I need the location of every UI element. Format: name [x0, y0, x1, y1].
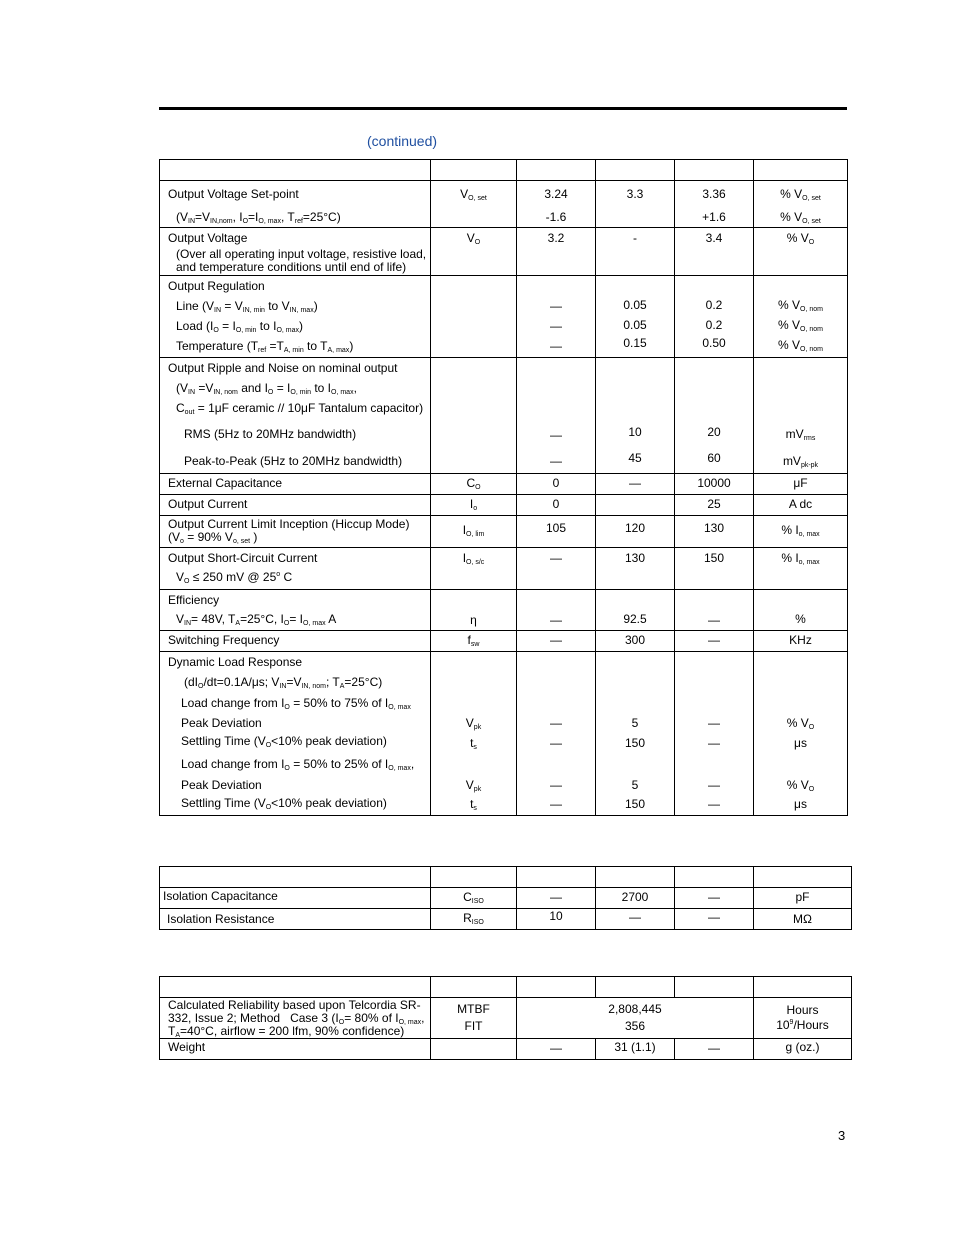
max-value: — — [708, 890, 720, 904]
switching-label: Switching Frequency — [168, 633, 280, 647]
typ-value: 31 (1.1) — [614, 1040, 656, 1054]
table-row — [160, 998, 852, 1039]
condition-text: (Over all operating input voltage, resistive load, — [176, 247, 427, 261]
table-row — [160, 474, 848, 495]
unit: $mV_{rms}$ — [785, 427, 816, 442]
max-value: 20 — [707, 425, 721, 439]
isolation-specifications-table — [159, 866, 852, 930]
typ-value: 0.05 — [623, 298, 647, 312]
table-header-row — [160, 160, 848, 181]
max-value: 3.4 — [705, 231, 723, 245]
reliability-label: 332, Issue 2; Method Case 3 ($I_O= 80\%$ of $I_{O, max}$, — [168, 1011, 425, 1026]
unit: % $V_{O, nom}$ — [778, 298, 823, 313]
min-value: — — [550, 613, 562, 627]
max-value: 0.50 — [702, 336, 726, 350]
min-value: — — [550, 1041, 562, 1055]
unit: Hours — [786, 1003, 819, 1017]
symbol: $I_o$ — [469, 497, 478, 512]
peak-to-peak-label: Peak-to-Peak (5Hz to 20MHz bandwidth) — [184, 454, 403, 468]
typ-value: 5 — [631, 778, 639, 792]
table-row — [160, 276, 848, 358]
max-value: 150 — [703, 551, 725, 565]
settling-time-label: Settling Time ($V_O<10\%$ peak deviation) — [181, 734, 387, 749]
table-row — [160, 516, 848, 548]
page-number: 3 — [838, 1128, 846, 1143]
symbol: $V_O$ — [466, 231, 481, 246]
unit: $mV_{pk-pk}$ — [782, 454, 819, 469]
continued-label: (continued) — [367, 133, 438, 149]
table-row — [160, 888, 852, 909]
reliability-label: $T_A=40^\circ C$, airflow = 200 lfm, 90% confidence) — [168, 1024, 405, 1039]
typ-value: 92.5 — [623, 612, 647, 626]
table-row — [160, 358, 848, 474]
condition-text: $C_{out} = 1\mu F$ ceramic // 10μF Tantalum capacitor) — [176, 401, 424, 416]
rms-label: RMS (5Hz to 20MHz bandwidth) — [184, 427, 357, 441]
dynamic-load-label: Dynamic Load Response — [168, 655, 303, 669]
unit: % $V_{O, nom}$ — [778, 338, 823, 353]
efficiency-label: Efficiency — [168, 593, 220, 607]
temp-regulation-label: Temperature ($T_{ref} =T_{A, min}$ to $T_{A, max}$) — [176, 339, 354, 354]
load-regulation-label: Load ($I_O = I_{O, min}$ to $I_{O, max}$) — [176, 319, 304, 334]
max-value: — — [708, 613, 720, 627]
weight-label: Weight — [168, 1040, 206, 1054]
unit: % $V_{O, set}$ — [780, 210, 821, 225]
max-value: +1.6 — [702, 210, 726, 224]
unit: % $V_O$ — [786, 778, 815, 793]
typ-value: 130 — [624, 551, 646, 565]
symbol: η — [470, 613, 477, 627]
unit: g (oz.) — [785, 1040, 820, 1054]
min-value: — — [550, 797, 562, 811]
min-value: — — [550, 890, 562, 904]
min-value: -1.6 — [545, 210, 567, 224]
symbol: $I_{O, lim}$ — [462, 523, 485, 538]
unit: MΩ — [793, 912, 812, 926]
typ-value: 150 — [624, 797, 646, 811]
typ-value: 0.15 — [623, 336, 647, 350]
unit: % — [795, 612, 806, 626]
peak-deviation-label: Peak Deviation — [181, 778, 262, 792]
min-value: — — [550, 633, 562, 647]
unit: μF — [793, 476, 808, 490]
reliability-label: Calculated Reliability based upon Telcordia SR- — [168, 998, 421, 1012]
table-row — [160, 909, 852, 930]
symbol: $C_O$ — [466, 476, 481, 491]
min-value: 105 — [545, 521, 567, 535]
max-value: — — [708, 778, 720, 792]
load-change-label: Load change from $I_O = 50\%$ to 75% of $I_{O, max}$ — [181, 696, 411, 711]
condition-text: $V_O \le 250$ mV @ 25$^o$ C — [176, 570, 293, 585]
condition-text: ($V_o = 90\%$ $V_{o, set}$ ) — [168, 530, 258, 545]
symbol: FIT — [464, 1019, 483, 1033]
table-row — [160, 590, 848, 631]
condition-text: ($V_{IN} =V_{IN, nom}$ and $I_O = I_{O, min}$ to $I_{O, max}$, — [176, 381, 357, 396]
min-value: — — [550, 778, 562, 792]
top-rule — [159, 107, 847, 110]
min-value: 0 — [552, 497, 560, 511]
setpoint-condition: ($V_{IN}=V_{IN,nom}$, $I_O=I_{O, max}$, $T_{ref}=25^\circ C$) — [176, 210, 341, 225]
typ-value: - — [633, 231, 637, 245]
table-header-row — [160, 867, 852, 888]
typ-value: 45 — [628, 451, 642, 465]
max-value: 60 — [707, 451, 721, 465]
table-row — [160, 495, 848, 516]
max-value: — — [708, 736, 720, 750]
typ-value: — — [629, 910, 641, 924]
unit: % $V_{O, nom}$ — [778, 318, 823, 333]
min-value: — — [550, 454, 562, 468]
typ-value: 3.3 — [626, 187, 644, 201]
min-value: — — [550, 319, 562, 333]
line-regulation-label: Line ($V_{IN} = V_{IN, min}$ to $V_{IN, max}$) — [176, 299, 318, 314]
typ-value: 2700 — [621, 890, 649, 904]
min-value: 10 — [549, 909, 563, 923]
max-value: — — [708, 1041, 720, 1055]
short-circuit-label: Output Short-Circuit Current — [168, 551, 318, 565]
unit: pF — [795, 890, 810, 904]
load-change-label: Load change from $I_O = 50\%$ to 25% of $I_{O, max}$, — [181, 757, 415, 772]
settling-time-label: Settling Time ($V_O<10\%$ peak deviation) — [181, 796, 387, 811]
symbol: $V_{O, set}$ — [460, 187, 487, 202]
max-value: 0.2 — [705, 298, 723, 312]
current-limit-label: Output Current Limit Inception (Hiccup Mode) — [168, 517, 410, 531]
symbol: $f_{sw}$ — [467, 633, 480, 648]
symbol: $t_s$ — [470, 797, 477, 812]
isolation-capacitance-label: Isolation Capacitance — [163, 889, 278, 903]
max-value: — — [708, 716, 720, 730]
max-value: — — [708, 910, 720, 924]
table-row — [160, 228, 848, 276]
max-value: 10000 — [697, 476, 731, 490]
min-value: — — [550, 428, 562, 442]
fit-value: 356 — [624, 1019, 646, 1033]
typ-value: 150 — [624, 736, 646, 750]
ext-cap-label: External Capacitance — [168, 476, 283, 490]
table-row — [160, 631, 848, 652]
mtbf-value: 2,808,445 — [608, 1002, 662, 1016]
table-row — [160, 548, 848, 590]
unit: $10^9$/Hours — [776, 1018, 829, 1032]
unit: KHz — [789, 633, 812, 647]
condition-text: and temperature conditions until end of life) — [176, 260, 407, 274]
max-value: — — [708, 633, 720, 647]
symbol: $C_{ISO}$ — [463, 890, 484, 905]
unit: % $I_{o, max}$ — [781, 551, 820, 566]
symbol: MTBF — [457, 1002, 490, 1016]
max-value: 130 — [703, 521, 725, 535]
symbol: $V_{pk}$ — [465, 778, 482, 793]
setpoint-label: Output Voltage Set-point — [168, 187, 299, 201]
max-value: 25 — [707, 497, 721, 511]
min-value: — — [550, 736, 562, 750]
unit: μs — [794, 736, 807, 750]
peak-deviation-label: Peak Deviation — [181, 716, 262, 730]
min-value: — — [550, 339, 562, 353]
symbol: $V_{pk}$ — [465, 716, 482, 731]
typ-value: 10 — [628, 425, 642, 439]
unit: A dc — [788, 497, 813, 511]
output-current-label: Output Current — [168, 497, 248, 511]
min-value: — — [550, 299, 562, 313]
typ-value: 0.05 — [623, 318, 647, 332]
unit: μs — [794, 797, 807, 811]
isolation-resistance-label: Isolation Resistance — [167, 912, 275, 926]
table-header-row — [160, 977, 852, 998]
unit: % $V_O$ — [786, 716, 815, 731]
symbol: $I_{O, s/c}$ — [462, 551, 485, 566]
output-voltage-label: Output Voltage — [168, 231, 248, 245]
ripple-label: Output Ripple and Noise on nominal output — [168, 361, 398, 375]
table-row — [160, 652, 848, 816]
typ-value: 120 — [624, 521, 646, 535]
unit: % $I_{o, max}$ — [781, 523, 820, 538]
min-value: 3.24 — [544, 187, 568, 201]
symbol: $R_{ISO}$ — [463, 911, 484, 926]
unit: % $V_O$ — [786, 231, 815, 246]
max-value: 0.2 — [705, 318, 723, 332]
table-row — [160, 1039, 852, 1060]
typ-value: 300 — [624, 633, 646, 647]
condition-text: ($dI_O/dt=0.1A/\mu s$; $V_{IN}=V_{IN, nom}$; $T_A=25^\circ C$) — [184, 675, 383, 690]
min-value: — — [550, 716, 562, 730]
typ-value: — — [629, 476, 641, 490]
general-specifications-table — [159, 976, 852, 1060]
symbol: $t_s$ — [470, 736, 477, 751]
output-specifications-table — [159, 159, 848, 816]
condition-text: $V_{IN}= 48V$, $T_A=25^\circ C$, $I_O= I_{O, max}$ A — [176, 612, 337, 627]
typ-value: 5 — [631, 716, 639, 730]
unit: % $V_{O, set}$ — [780, 187, 821, 202]
min-value: 0 — [552, 476, 560, 490]
table-row — [160, 181, 848, 228]
regulation-label: Output Regulation — [168, 279, 265, 293]
max-value: 3.36 — [702, 187, 726, 201]
max-value: — — [708, 797, 720, 811]
min-value: 3.2 — [547, 231, 565, 245]
min-value: — — [550, 551, 562, 565]
